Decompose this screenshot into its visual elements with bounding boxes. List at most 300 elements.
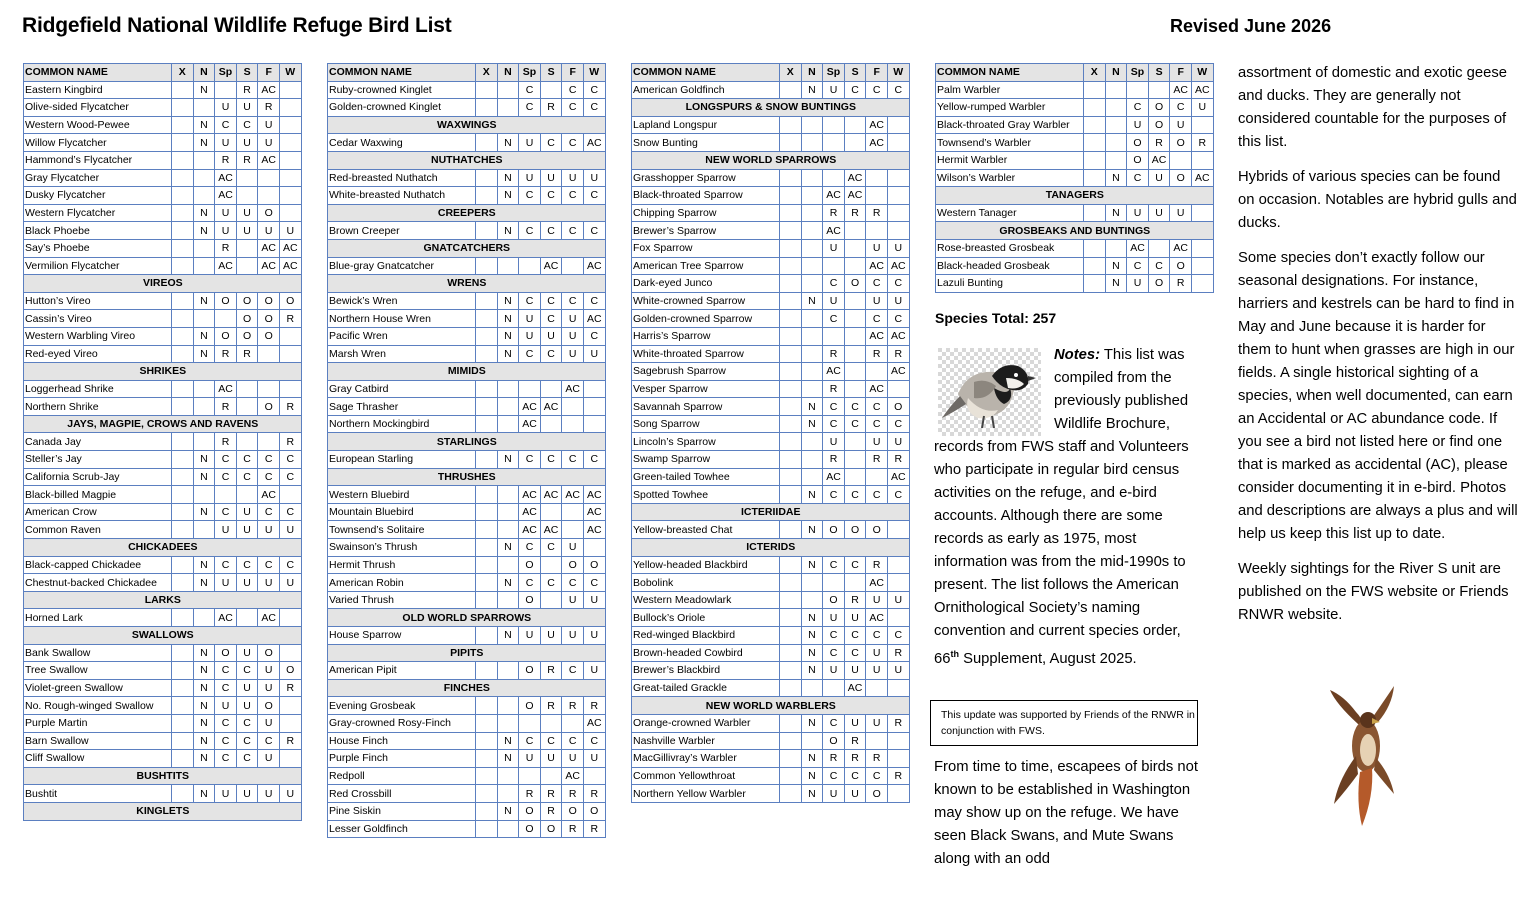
table-row <box>24 310 302 328</box>
species-name: Varied Thrush <box>328 591 476 609</box>
abundance-code <box>583 539 605 557</box>
abundance-code: O <box>519 556 541 574</box>
section-header-row <box>632 697 910 715</box>
abundance-code: O <box>519 697 541 715</box>
abundance-code: U <box>866 662 888 680</box>
abundance-code: U <box>258 714 280 732</box>
abundance-code <box>476 503 498 521</box>
abundance-code <box>801 275 823 293</box>
abundance-code <box>562 257 584 275</box>
abundance-code <box>780 187 802 205</box>
table-row <box>24 486 302 504</box>
header-cell: W <box>279 64 301 82</box>
abundance-code <box>1105 81 1127 99</box>
table-row <box>328 539 606 557</box>
abundance-code <box>1105 134 1127 152</box>
abundance-code: AC <box>1170 239 1192 257</box>
abundance-code <box>801 222 823 240</box>
abundance-code <box>476 415 498 433</box>
abundance-code <box>887 116 909 134</box>
abundance-code: U <box>215 574 237 592</box>
abundance-code: O <box>519 802 541 820</box>
species-name: Brown-headed Cowbird <box>632 644 780 662</box>
abundance-code <box>497 820 519 838</box>
abundance-code: C <box>258 503 280 521</box>
abundance-code: N <box>497 345 519 363</box>
abundance-code: C <box>844 627 866 645</box>
header-cell: F <box>1170 64 1192 82</box>
table-row <box>632 767 910 785</box>
abundance-code <box>844 134 866 152</box>
table-row <box>328 81 606 99</box>
section-title: CREEPERS <box>328 204 606 222</box>
abundance-code <box>279 99 301 117</box>
abundance-code <box>801 257 823 275</box>
abundance-code <box>866 187 888 205</box>
abundance-code <box>780 644 802 662</box>
abundance-code <box>476 222 498 240</box>
abundance-code: C <box>236 714 258 732</box>
abundance-code <box>844 451 866 469</box>
species-name: American Crow <box>24 503 172 521</box>
species-name: Brewer’s Sparrow <box>632 222 780 240</box>
abundance-code <box>583 380 605 398</box>
abundance-code <box>780 116 802 134</box>
abundance-code: N <box>497 169 519 187</box>
abundance-code <box>887 187 909 205</box>
abundance-code: C <box>823 767 845 785</box>
table-row <box>632 257 910 275</box>
abundance-code: R <box>887 714 909 732</box>
abundance-code <box>801 679 823 697</box>
header-cell: N <box>1105 64 1127 82</box>
table-row <box>24 468 302 486</box>
abundance-code <box>540 591 562 609</box>
abundance-code: U <box>215 204 237 222</box>
abundance-code <box>844 363 866 381</box>
abundance-code: N <box>193 785 215 803</box>
abundance-code: O <box>519 662 541 680</box>
abundance-code: N <box>801 556 823 574</box>
header-cell: Sp <box>823 64 845 82</box>
bird-table <box>935 63 1214 293</box>
header-cell: W <box>583 64 605 82</box>
abundance-code: N <box>193 222 215 240</box>
abundance-code: N <box>497 802 519 820</box>
abundance-code: O <box>279 662 301 680</box>
abundance-code: N <box>801 486 823 504</box>
abundance-code: U <box>583 750 605 768</box>
abundance-code <box>476 451 498 469</box>
header-cell: COMMON NAME <box>632 64 780 82</box>
abundance-code: R <box>823 380 845 398</box>
header-cell: S <box>844 64 866 82</box>
table-row <box>328 187 606 205</box>
species-name: Harris’s Sparrow <box>632 327 780 345</box>
header-cell: W <box>1191 64 1213 82</box>
abundance-code: C <box>866 767 888 785</box>
abundance-code: O <box>562 556 584 574</box>
right-paragraph: Weekly sightings for the River S unit are published on the FWS website or Friends RNWR website. <box>1238 561 1509 623</box>
abundance-code: U <box>583 627 605 645</box>
bird-table-column-1 <box>23 63 301 821</box>
abundance-code: R <box>823 204 845 222</box>
abundance-code <box>844 310 866 328</box>
abundance-code <box>887 556 909 574</box>
species-name: Hermit Warbler <box>936 151 1084 169</box>
abundance-code <box>1127 81 1149 99</box>
species-name: Red-eyed Vireo <box>24 345 172 363</box>
abundance-code <box>1084 151 1106 169</box>
abundance-code <box>887 222 909 240</box>
table-row <box>328 222 606 240</box>
abundance-code: N <box>497 539 519 557</box>
abundance-code <box>583 415 605 433</box>
species-name: Wilson’s Warbler <box>936 169 1084 187</box>
abundance-code <box>497 767 519 785</box>
notes-label: Notes: <box>1054 347 1101 363</box>
species-name: Lincoln’s Sparrow <box>632 433 780 451</box>
abundance-code <box>172 187 194 205</box>
abundance-code <box>193 398 215 416</box>
abundance-code <box>780 627 802 645</box>
abundance-code: AC <box>258 81 280 99</box>
notes-tail: Supplement, August 2025. <box>958 650 1137 667</box>
abundance-code: U <box>887 433 909 451</box>
abundance-code: N <box>801 750 823 768</box>
abundance-code <box>844 239 866 257</box>
abundance-code: AC <box>866 609 888 627</box>
hawk-illustration <box>1328 684 1398 830</box>
abundance-code: AC <box>583 503 605 521</box>
section-title: WRENS <box>328 275 606 293</box>
section-header-row <box>936 222 1214 240</box>
section-title: MIMIDS <box>328 363 606 381</box>
abundance-code: AC <box>279 257 301 275</box>
abundance-code: U <box>236 503 258 521</box>
table-row <box>328 767 606 785</box>
abundance-code: C <box>519 451 541 469</box>
abundance-code <box>172 81 194 99</box>
abundance-code: AC <box>866 257 888 275</box>
species-name: Evening Grosbeak <box>328 697 476 715</box>
abundance-code <box>780 81 802 99</box>
abundance-code <box>780 609 802 627</box>
abundance-code: N <box>801 398 823 416</box>
abundance-code: C <box>540 345 562 363</box>
species-name: Canada Jay <box>24 433 172 451</box>
abundance-code <box>540 556 562 574</box>
abundance-code: C <box>215 732 237 750</box>
table-row <box>24 204 302 222</box>
abundance-code <box>801 433 823 451</box>
abundance-code: O <box>1170 169 1192 187</box>
abundance-code: N <box>193 345 215 363</box>
abundance-code: C <box>844 767 866 785</box>
abundance-code <box>844 345 866 363</box>
header-cell: COMMON NAME <box>328 64 476 82</box>
abundance-code: C <box>215 468 237 486</box>
abundance-code: U <box>279 222 301 240</box>
abundance-code <box>476 292 498 310</box>
abundance-code <box>476 380 498 398</box>
abundance-code <box>172 503 194 521</box>
abundance-code <box>236 380 258 398</box>
table-row <box>328 714 606 732</box>
abundance-code <box>823 134 845 152</box>
species-name: Yellow-rumped Warbler <box>936 99 1084 117</box>
table-row <box>632 187 910 205</box>
table-row <box>632 380 910 398</box>
abundance-code: C <box>823 415 845 433</box>
abundance-code <box>279 750 301 768</box>
abundance-code: U <box>215 222 237 240</box>
abundance-code <box>236 433 258 451</box>
abundance-code <box>476 750 498 768</box>
abundance-code: C <box>823 398 845 416</box>
abundance-code: N <box>497 187 519 205</box>
abundance-code: N <box>801 662 823 680</box>
abundance-code <box>172 257 194 275</box>
abundance-code <box>172 204 194 222</box>
abundance-code <box>172 398 194 416</box>
table-row <box>632 116 910 134</box>
abundance-code: C <box>844 415 866 433</box>
species-name: Redpoll <box>328 767 476 785</box>
abundance-code: U <box>236 697 258 715</box>
abundance-code <box>497 785 519 803</box>
abundance-code <box>172 327 194 345</box>
abundance-code: O <box>887 398 909 416</box>
abundance-code: AC <box>519 398 541 416</box>
table-row <box>632 468 910 486</box>
species-name: Fox Sparrow <box>632 239 780 257</box>
abundance-code: R <box>823 345 845 363</box>
abundance-code: N <box>1105 204 1127 222</box>
abundance-code <box>1191 275 1213 293</box>
abundance-code: AC <box>258 609 280 627</box>
table-row <box>328 415 606 433</box>
table-row <box>24 99 302 117</box>
section-title: PIPITS <box>328 644 606 662</box>
abundance-code: O <box>562 802 584 820</box>
abundance-code: AC <box>215 169 237 187</box>
abundance-code <box>887 169 909 187</box>
abundance-code <box>1105 151 1127 169</box>
table-row <box>24 257 302 275</box>
abundance-code: U <box>562 310 584 328</box>
species-name: Vermilion Flycatcher <box>24 257 172 275</box>
abundance-code <box>172 239 194 257</box>
abundance-code: C <box>1127 169 1149 187</box>
abundance-code <box>866 222 888 240</box>
abundance-code: R <box>823 750 845 768</box>
notes-sup: th <box>950 649 959 659</box>
table-row <box>328 785 606 803</box>
abundance-code <box>801 574 823 592</box>
abundance-code <box>844 292 866 310</box>
species-name: White-breasted Nuthatch <box>328 187 476 205</box>
abundance-code: U <box>1148 169 1170 187</box>
abundance-code <box>476 591 498 609</box>
abundance-code <box>172 714 194 732</box>
abundance-code: AC <box>540 521 562 539</box>
abundance-code: N <box>497 750 519 768</box>
abundance-code: C <box>215 750 237 768</box>
species-name: White-throated Sparrow <box>632 345 780 363</box>
abundance-code: AC <box>562 767 584 785</box>
abundance-code: C <box>887 310 909 328</box>
abundance-code: U <box>519 750 541 768</box>
species-name: Cedar Waxwing <box>328 134 476 152</box>
table-row <box>24 750 302 768</box>
species-name: Bullock’s Oriole <box>632 609 780 627</box>
abundance-code: R <box>866 556 888 574</box>
abundance-code <box>193 486 215 504</box>
species-name: Barn Swallow <box>24 732 172 750</box>
abundance-code: U <box>236 521 258 539</box>
table-row <box>24 503 302 521</box>
abundance-code <box>236 169 258 187</box>
table-row <box>328 627 606 645</box>
abundance-code: U <box>258 574 280 592</box>
abundance-code: U <box>236 222 258 240</box>
section-header-row <box>24 591 302 609</box>
species-name: American Tree Sparrow <box>632 257 780 275</box>
support-box: This update was supported by Friends of the RNWR in conjunction with FWS. <box>930 700 1198 746</box>
abundance-code: C <box>866 415 888 433</box>
species-name: Hutton’s Vireo <box>24 292 172 310</box>
abundance-code: R <box>1191 134 1213 152</box>
table-row <box>328 292 606 310</box>
species-name: California Scrub-Jay <box>24 468 172 486</box>
species-name: Black-billed Magpie <box>24 486 172 504</box>
section-header-row <box>24 415 302 433</box>
abundance-code: N <box>801 767 823 785</box>
abundance-code: AC <box>583 257 605 275</box>
abundance-code <box>172 486 194 504</box>
abundance-code: C <box>583 187 605 205</box>
species-name: Say’s Phoebe <box>24 239 172 257</box>
abundance-code: R <box>844 750 866 768</box>
abundance-code: AC <box>823 187 845 205</box>
abundance-code: O <box>258 310 280 328</box>
abundance-code: R <box>236 81 258 99</box>
abundance-code <box>801 327 823 345</box>
species-name: Eastern Kingbird <box>24 81 172 99</box>
abundance-code: C <box>215 451 237 469</box>
species-name: Red-breasted Nuthatch <box>328 169 476 187</box>
abundance-code: C <box>236 556 258 574</box>
abundance-code <box>476 345 498 363</box>
abundance-code: C <box>236 116 258 134</box>
abundance-code: AC <box>844 169 866 187</box>
abundance-code: O <box>1148 275 1170 293</box>
species-name: Western Wood-Pewee <box>24 116 172 134</box>
table-row <box>632 204 910 222</box>
species-name: Chipping Sparrow <box>632 204 780 222</box>
abundance-code: C <box>562 292 584 310</box>
table-header-row <box>632 64 910 82</box>
abundance-code: R <box>583 820 605 838</box>
abundance-code: C <box>887 627 909 645</box>
abundance-code <box>172 222 194 240</box>
abundance-code <box>780 591 802 609</box>
abundance-code: U <box>562 327 584 345</box>
revision-date: Revised June 2026 <box>1170 16 1332 36</box>
species-name: Swamp Sparrow <box>632 451 780 469</box>
species-name: Golden-crowned Sparrow <box>632 310 780 328</box>
species-name: Pine Siskin <box>328 802 476 820</box>
abundance-code: U <box>236 644 258 662</box>
abundance-code: N <box>193 644 215 662</box>
abundance-code: U <box>844 785 866 803</box>
abundance-code <box>172 310 194 328</box>
section-header-row <box>632 99 910 117</box>
abundance-code: U <box>583 591 605 609</box>
species-name: Ruby-crowned Kinglet <box>328 81 476 99</box>
species-name: Purple Finch <box>328 750 476 768</box>
abundance-code: U <box>887 591 909 609</box>
table-row <box>24 116 302 134</box>
abundance-code <box>519 767 541 785</box>
abundance-code <box>172 345 194 363</box>
abundance-code <box>172 697 194 715</box>
abundance-code <box>780 662 802 680</box>
species-name: Red-winged Blackbird <box>632 627 780 645</box>
abundance-code: N <box>193 714 215 732</box>
abundance-code: C <box>540 574 562 592</box>
table-row <box>24 451 302 469</box>
abundance-code <box>279 187 301 205</box>
abundance-code: N <box>801 292 823 310</box>
table-row <box>632 134 910 152</box>
abundance-code: C <box>519 345 541 363</box>
abundance-code <box>801 363 823 381</box>
species-name: Great-tailed Grackle <box>632 679 780 697</box>
header-cell: S <box>540 64 562 82</box>
abundance-code <box>279 609 301 627</box>
abundance-code: U <box>562 591 584 609</box>
abundance-code <box>279 134 301 152</box>
abundance-code <box>844 574 866 592</box>
species-name: Western Warbling Vireo <box>24 327 172 345</box>
abundance-code: U <box>866 644 888 662</box>
abundance-code: N <box>497 627 519 645</box>
abundance-code <box>1191 257 1213 275</box>
section-title: VIREOS <box>24 275 302 293</box>
species-name: Western Meadowlark <box>632 591 780 609</box>
species-name: Vesper Sparrow <box>632 380 780 398</box>
abundance-code <box>780 257 802 275</box>
abundance-code: O <box>866 521 888 539</box>
table-row <box>936 204 1214 222</box>
abundance-code: AC <box>583 486 605 504</box>
abundance-code <box>844 116 866 134</box>
abundance-code <box>887 750 909 768</box>
abundance-code: U <box>562 345 584 363</box>
abundance-code: AC <box>583 714 605 732</box>
abundance-code: U <box>562 750 584 768</box>
abundance-code <box>279 204 301 222</box>
abundance-code <box>801 468 823 486</box>
abundance-code <box>780 327 802 345</box>
abundance-code <box>1084 239 1106 257</box>
abundance-code: AC <box>583 521 605 539</box>
abundance-code <box>236 398 258 416</box>
abundance-code <box>780 433 802 451</box>
right-paragraph: assortment of domestic and exotic geese and ducks. They are generally not considered countable for the purposes of this list. <box>1238 65 1507 150</box>
